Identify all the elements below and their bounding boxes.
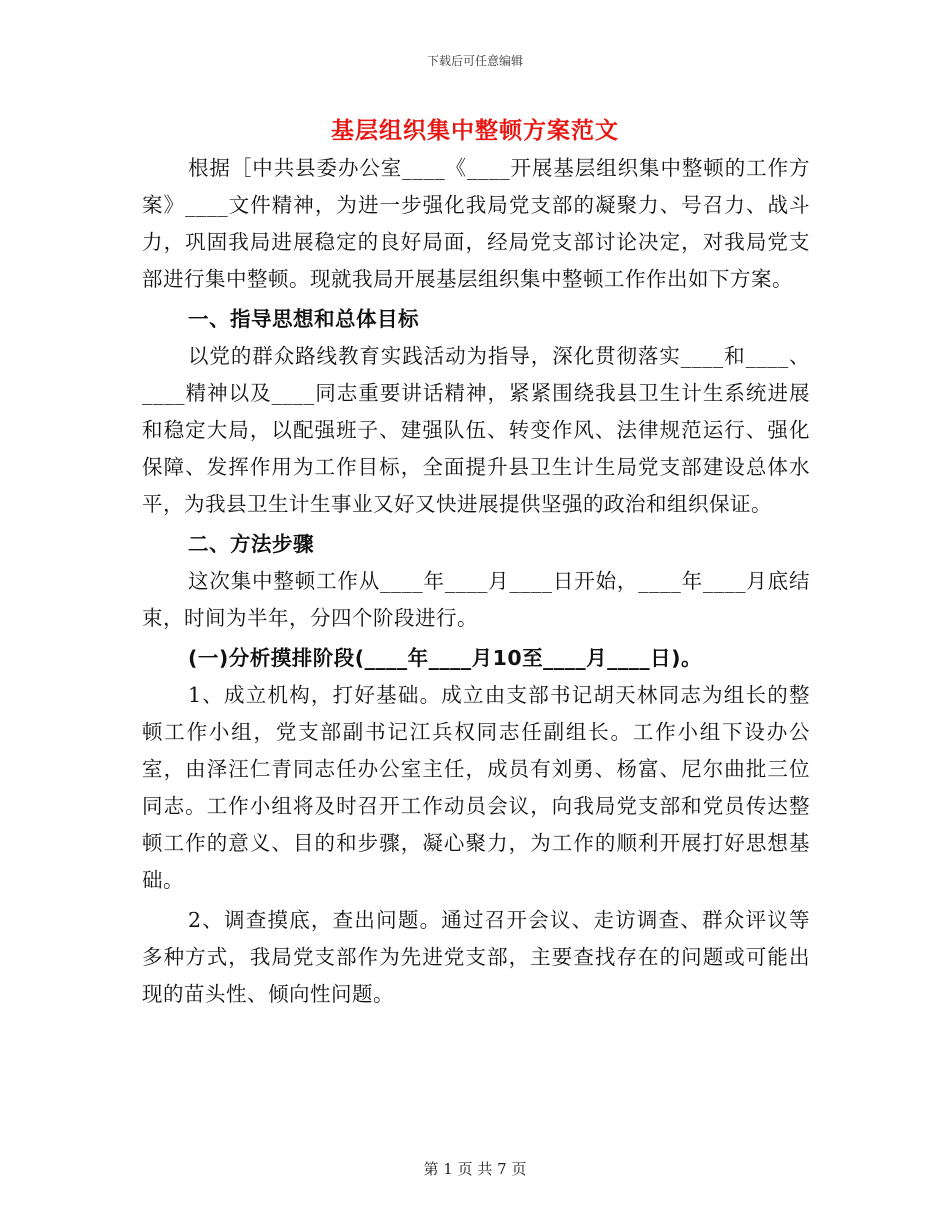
step-one-paragraph: 1、成立机构，打好基础。成立由支部书记胡天林同志为组长的整顿工作小组，党支部副书记江兵权同志任副组长。工作小组下设办公室，由泽汪仁青同志任办公室主任，成员有刘勇、杨富、尼尔曲批三位同志。工作小组将及时召开工作动员会议，向我局党支部和党员传达整顿工作的意义、目的和步骤，凝心聚力，为工作的顺利开展打好思想基础。: [142, 683, 810, 892]
document-title: 基层组织集中整顿方案范文: [331, 118, 619, 144]
step-two-paragraph: 2、调查摸底，查出问题。通过召开会议、走访调查、群众评议等多种方式，我局党支部作为先进党支部，主要查找存在的问题或可能出现的苗头性、倾向性问题。: [142, 908, 810, 1006]
section-heading-guiding: 一、指导思想和总体目标: [188, 307, 419, 331]
intro-paragraph: 根据［中共县委办公室____《____开展基层组织集中整顿的工作方案》____文件精神，为进一步强化我局党支部的凝聚力、号召力、战斗力，巩固我局进展稳定的良好局面，经局党支部讨论决定，对我局党支部进行集中整顿。现就我局开展基层组织集中整顿工作作出如下方案。: [142, 156, 810, 291]
page-header-note: 下载后可任意编辑: [426, 54, 523, 68]
section-heading-methods: 二、方法步骤: [188, 532, 314, 556]
subsection-heading-analysis: (一)分析摸排阶段(____年____月10至____月____日)。: [188, 646, 703, 670]
guiding-paragraph: 以党的群众路线教育实践活动为指导，深化贯彻落实____和____、____精神以及____同志重要讲话精神，紧紧围绕我县卫生计生系统进展和稳定大局，以配强班子、建强队伍、转变作风、法律规范运行、强化保障、发挥作用为工作目标，全面提升县卫生计生局党支部建设总体水平，为我县卫生计生事业又好又快进展提供坚强的政治和组织保证。: [142, 344, 810, 516]
document-body: [142, 150, 810, 1013]
page-number-footer: 第 1 页 共 7 页: [423, 1160, 527, 1178]
timeline-paragraph: 这次集中整顿工作从____年____月____日开始，____年____月底结束，时间为半年，分四个阶段进行。: [142, 569, 810, 630]
